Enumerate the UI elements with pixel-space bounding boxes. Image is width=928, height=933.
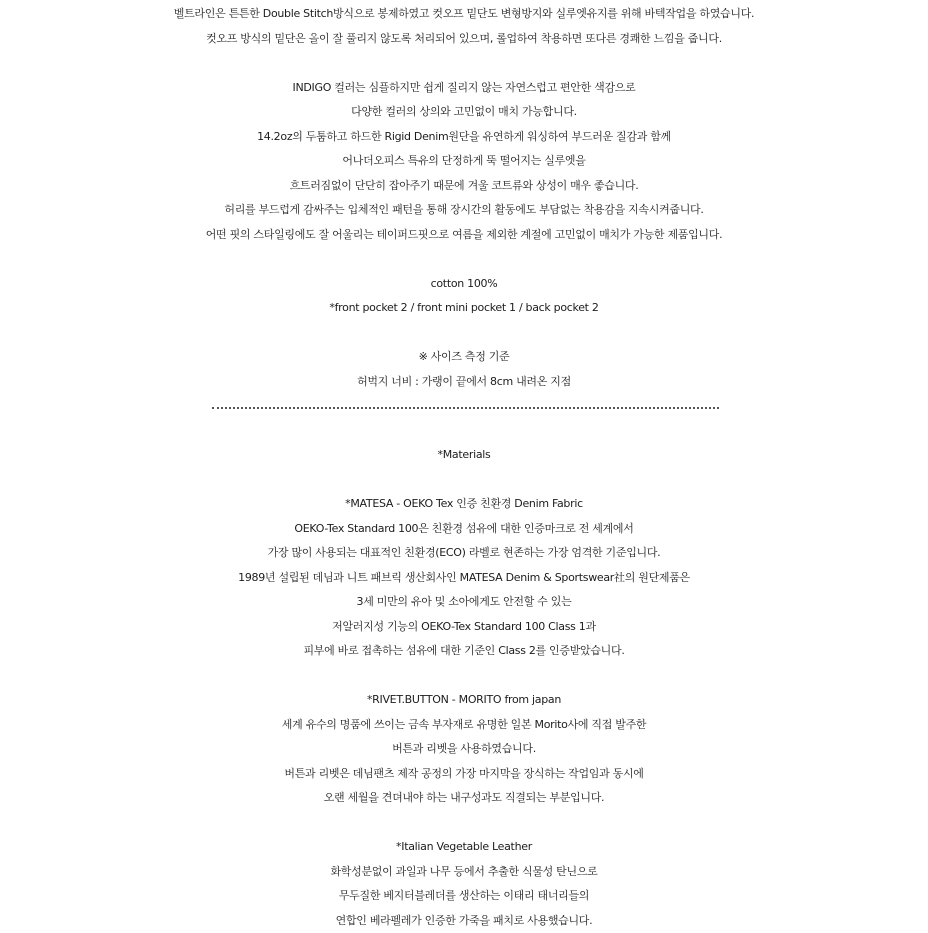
description-line-6: 허리를 부드럽게 감싸주는 입체적인 패턴을 통해 장시간의 활동에도 부담없는 착용감을 지속시켜줍니다.	[0, 198, 928, 223]
leather-line-2: 무두질한 베지터블레더를 생산하는 이태리 태너리들의	[0, 884, 928, 909]
fabric-line-2: 가장 많이 사용되는 대표적인 친환경(ECO) 라벨로 현존하는 가장 엄격한 기준입니다.	[0, 541, 928, 566]
button-line-4: 오랜 세월을 견뎌내야 하는 내구성과도 직결되는 부분입니다.	[0, 786, 928, 811]
button-title: *RIVET.BUTTON - MORITO from japan	[0, 688, 928, 713]
fabric-title: *MATESA - OEKO Tex 인증 친환경 Denim Fabric	[0, 492, 928, 517]
button-line-1: 세계 유수의 명품에 쓰이는 금속 부자재로 유명한 일본 Morito사에 직접 발주한	[0, 713, 928, 738]
spacer	[0, 664, 928, 689]
intro-line-2: 컷오프 방식의 밑단은 올이 잘 풀리지 않도록 처리되어 있으며, 롤업하여 착용하면 또다른 경쾌한 느낌을 줍니다.	[0, 27, 928, 52]
composition-text: cotton 100%	[0, 272, 928, 297]
description-line-3: 14.2oz의 두툼하고 하드한 Rigid Denim원단을 유연하게 워싱하여 부드러운 질감과 함께	[0, 125, 928, 150]
spacer	[0, 419, 928, 444]
spacer	[0, 51, 928, 76]
leather-title: *Italian Vegetable Leather	[0, 835, 928, 860]
leather-line-3: 연합인 베라펠레가 인증한 가죽을 패치로 사용했습니다.	[0, 909, 928, 933]
fabric-line-3: 1989년 설립된 데님과 니트 패브릭 생산회사인 MATESA Denim & Sportswear社의 원단제품은	[0, 566, 928, 591]
intro-line-1: 벨트라인은 튼튼한 Double Stitch방식으로 봉제하였고 컷오프 밑단도 변형방지와 실루엣유지를 위해 바텍작업을 하였습니다.	[0, 2, 928, 27]
button-block	[0, 688, 928, 811]
specs-section	[0, 272, 928, 321]
description-line-5: 흐트러짐없이 단단히 잡아주기 때문에 겨울 코트류와 상성이 매우 좋습니다.	[0, 174, 928, 199]
spacer	[0, 247, 928, 272]
size-basis-title: ※ 사이즈 측정 기준	[0, 345, 928, 370]
description-section	[0, 76, 928, 248]
description-line-1: INDIGO 컬러는 심플하지만 쉽게 질리지 않는 자연스럽고 편안한 색감으로	[0, 76, 928, 101]
spacer	[0, 468, 928, 493]
fabric-line-1: OEKO-Tex Standard 100은 친환경 섬유에 대한 인증마크로 전 세계에서	[0, 517, 928, 542]
description-line-7: 어떤 핏의 스타일링에도 잘 어울리는 테이퍼드핏으로 여름을 제외한 계절에 고민없이 매치가 가능한 제품입니다.	[0, 223, 928, 248]
spacer	[0, 811, 928, 836]
button-line-2: 버튼과 리벳을 사용하였습니다.	[0, 737, 928, 762]
spacer	[0, 321, 928, 346]
materials-heading: *Materials	[0, 443, 928, 468]
fabric-line-4: 3세 미만의 유아 및 소아에게도 안전할 수 있는	[0, 590, 928, 615]
fabric-line-6: 피부에 바로 접촉하는 섬유에 대한 기준인 Class 2를 인증받았습니다.	[0, 639, 928, 664]
materials-section	[0, 443, 928, 933]
thigh-measure-text: 허벅지 너비 : 가랭이 끝에서 8cm 내려온 지점	[0, 370, 928, 395]
dotted-divider	[0, 394, 928, 419]
leather-line-1: 화학성분없이 과일과 나무 등에서 추출한 식물성 탄닌으로	[0, 860, 928, 885]
leather-block	[0, 835, 928, 933]
fabric-block	[0, 492, 928, 664]
size-basis-section	[0, 345, 928, 394]
description-line-2: 다양한 컬러의 상의와 고민없이 매치 가능합니다.	[0, 100, 928, 125]
button-line-3: 버튼과 리벳은 데님팬츠 제작 공정의 가장 마지막을 장식하는 작업임과 동시에	[0, 762, 928, 787]
description-line-4: 어나더오피스 특유의 단정하게 뚝 떨어지는 실루엣을	[0, 149, 928, 174]
intro-section	[0, 2, 928, 51]
pockets-text: *front pocket 2 / front mini pocket 1 / back pocket 2	[0, 296, 928, 321]
fabric-line-5: 저알러지성 기능의 OEKO-Tex Standard 100 Class 1과	[0, 615, 928, 640]
